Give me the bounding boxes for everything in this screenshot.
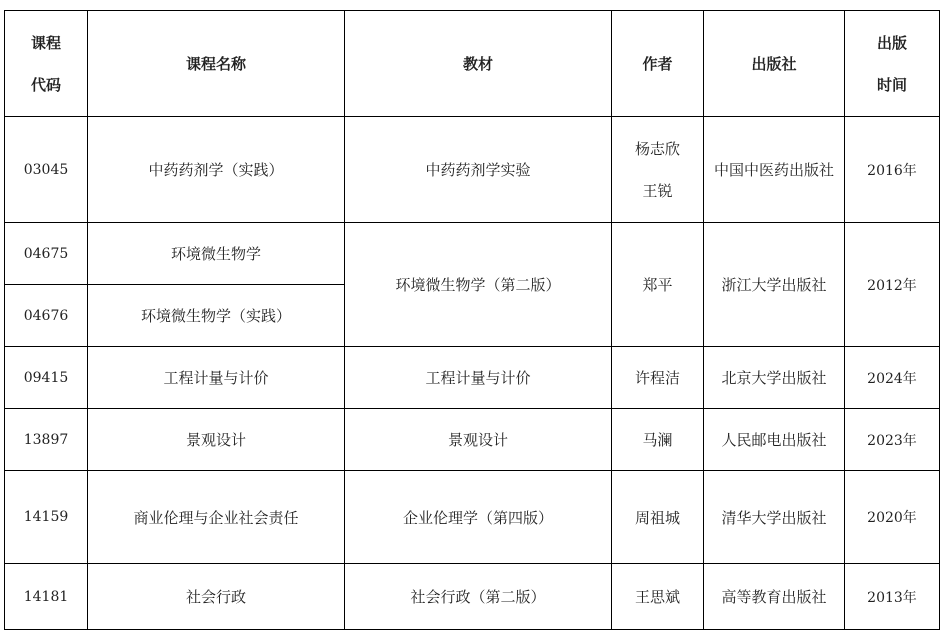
publisher-cell: 清华大学出版社 <box>704 471 845 564</box>
table-row <box>5 223 940 285</box>
author-cell: 周祖城 <box>612 471 704 564</box>
publish-year-cell: 2016年 <box>845 117 940 223</box>
table-row <box>5 117 940 223</box>
publisher-cell: 人民邮电出版社 <box>704 409 845 471</box>
publish-year-cell: 2023年 <box>845 409 940 471</box>
header-author: 作者 <box>612 11 704 117</box>
course-code-cell: 14181 <box>5 564 88 630</box>
author-cell: 许程洁 <box>612 347 704 409</box>
course-name-cell: 景观设计 <box>88 409 345 471</box>
publish-year-cell: 2020年 <box>845 471 940 564</box>
course-name-cell: 工程计量与计价 <box>88 347 345 409</box>
header-row <box>5 11 940 117</box>
course-code-cell: 13897 <box>5 409 88 471</box>
header-textbook: 教材 <box>345 11 612 117</box>
author-cell: 王思斌 <box>612 564 704 630</box>
course-name-cell: 中药药剂学（实践） <box>88 117 345 223</box>
course-code-cell: 03045 <box>5 117 88 223</box>
textbook-cell: 社会行政（第二版） <box>345 564 612 630</box>
publisher-cell: 高等教育出版社 <box>704 564 845 630</box>
textbook-cell: 景观设计 <box>345 409 612 471</box>
table-row <box>5 347 940 409</box>
course-code-cell: 09415 <box>5 347 88 409</box>
author-cell: 郑平 <box>612 223 704 347</box>
course-name-cell: 环境微生物学 <box>88 223 345 285</box>
textbook-cell: 工程计量与计价 <box>345 347 612 409</box>
textbook-cell: 企业伦理学（第四版） <box>345 471 612 564</box>
course-name-cell: 环境微生物学（实践） <box>88 285 345 347</box>
course-code-cell: 04676 <box>5 285 88 347</box>
course-name-cell: 商业伦理与企业社会责任 <box>88 471 345 564</box>
table-row <box>5 409 940 471</box>
publisher-cell: 中国中医药出版社 <box>704 117 845 223</box>
header-publish-year: 出版 时间 <box>845 11 940 117</box>
course-name-cell: 社会行政 <box>88 564 345 630</box>
textbook-table <box>4 10 940 630</box>
table-row <box>5 471 940 564</box>
header-course-code: 课程 代码 <box>5 11 88 117</box>
author-cell <box>612 117 704 223</box>
table-row <box>5 564 940 630</box>
author-cell: 马澜 <box>612 409 704 471</box>
textbook-cell: 环境微生物学（第二版） <box>345 223 612 347</box>
publisher-cell: 浙江大学出版社 <box>704 223 845 347</box>
course-code-cell: 14159 <box>5 471 88 564</box>
course-code-cell: 04675 <box>5 223 88 285</box>
publish-year-cell: 2012年 <box>845 223 940 347</box>
publish-year-cell: 2013年 <box>845 564 940 630</box>
author-name: 王锐 <box>642 181 673 200</box>
author-name: 杨志欣 <box>634 139 680 158</box>
header-course-name: 课程名称 <box>88 11 345 117</box>
header-publisher: 出版社 <box>704 11 845 117</box>
publish-year-cell: 2024年 <box>845 347 940 409</box>
textbook-cell: 中药药剂学实验 <box>345 117 612 223</box>
publisher-cell: 北京大学出版社 <box>704 347 845 409</box>
